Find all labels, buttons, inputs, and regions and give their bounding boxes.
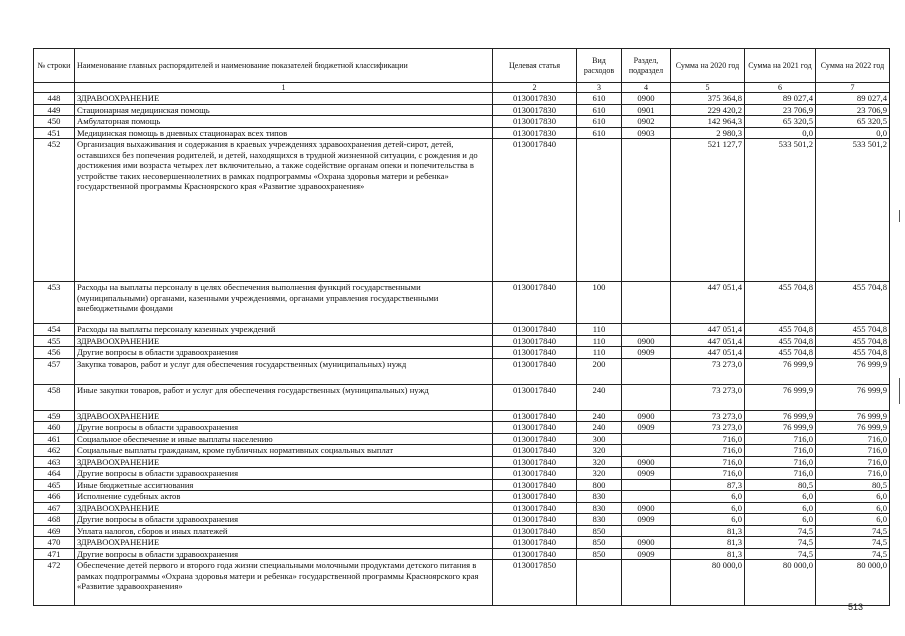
row-number: 469 bbox=[34, 525, 75, 537]
target-article: 0130017840 bbox=[493, 525, 577, 537]
table-row bbox=[34, 93, 890, 105]
sum-2021: 455 704,8 bbox=[745, 324, 816, 336]
row-name: Исполнение судебных актов bbox=[75, 491, 493, 503]
table-row bbox=[34, 445, 890, 457]
row-number: 451 bbox=[34, 127, 75, 139]
expense-kind: 610 bbox=[577, 104, 622, 116]
row-name: Другие вопросы в области здравоохранения bbox=[75, 514, 493, 526]
sum-2021: 23 706,9 bbox=[745, 104, 816, 116]
row-name: Организация выхаживания и содержания в краевых учреждениях здравоохранения детей-сирот, детей, оставшихся без попечения родителей, и детей, находящихся в трудной жизненной ситуации, с рождения и до достижения ими возраста четырех лет включительно, а также содействие органам опеки и попечительства в устройстве таких несовершеннолетних в рамках подпрограммы «Охрана здоровья матери и ребенка» государственной программы Красноярского края «Развитие здравоохранения» bbox=[75, 139, 493, 282]
sum-2021: 80 000,0 bbox=[745, 560, 816, 606]
section-code: 0909 bbox=[622, 468, 671, 480]
row-name: Социальное обеспечение и иные выплаты населению bbox=[75, 433, 493, 445]
row-name: ЗДРАВООХРАНЕНИЕ bbox=[75, 93, 493, 105]
row-number: 467 bbox=[34, 502, 75, 514]
table-row bbox=[34, 324, 890, 336]
sum-2020: 447 051,4 bbox=[671, 324, 745, 336]
sum-2022: 716,0 bbox=[816, 468, 890, 480]
section-code: 0902 bbox=[622, 116, 671, 128]
expense-kind: 110 bbox=[577, 335, 622, 347]
target-article: 0130017830 bbox=[493, 93, 577, 105]
row-name: Обеспечение детей первого и второго года жизни специальными молочными продуктами детского питания в рамках подпрограммы «Охрана здоровья матери и ребенка» государственной программы Красноярского края «Развитие здравоохранения» bbox=[75, 560, 493, 606]
expense-kind: 850 bbox=[577, 548, 622, 560]
sum-2021: 89 027,4 bbox=[745, 93, 816, 105]
sum-2022: 716,0 bbox=[816, 445, 890, 457]
section-code bbox=[622, 445, 671, 457]
target-article: 0130017840 bbox=[493, 479, 577, 491]
sum-2022: 74,5 bbox=[816, 537, 890, 549]
expense-kind: 110 bbox=[577, 324, 622, 336]
row-name: Иные бюджетные ассигнования bbox=[75, 479, 493, 491]
sum-2021: 455 704,8 bbox=[745, 282, 816, 324]
row-name: Уплата налогов, сборов и иных платежей bbox=[75, 525, 493, 537]
section-code: 0909 bbox=[622, 422, 671, 434]
section-code: 0909 bbox=[622, 514, 671, 526]
sum-2020: 716,0 bbox=[671, 433, 745, 445]
expense-kind: 850 bbox=[577, 537, 622, 549]
target-article: 0130017830 bbox=[493, 127, 577, 139]
table-row bbox=[34, 456, 890, 468]
sum-2022: 80 000,0 bbox=[816, 560, 890, 606]
row-name: Медицинская помощь в дневных стационарах всех типов bbox=[75, 127, 493, 139]
expense-kind bbox=[577, 560, 622, 606]
column-number: 5 bbox=[671, 83, 745, 93]
sum-2022: 455 704,8 bbox=[816, 335, 890, 347]
budget-table bbox=[33, 48, 890, 606]
section-code bbox=[622, 491, 671, 503]
sum-2022: 455 704,8 bbox=[816, 282, 890, 324]
table-row bbox=[34, 282, 890, 324]
row-number: 466 bbox=[34, 491, 75, 503]
expense-kind: 100 bbox=[577, 282, 622, 324]
header-row bbox=[34, 49, 890, 83]
sum-2022: 23 706,9 bbox=[816, 104, 890, 116]
table-row bbox=[34, 548, 890, 560]
sum-2022: 455 704,8 bbox=[816, 324, 890, 336]
sum-2022: 65 320,5 bbox=[816, 116, 890, 128]
section-code bbox=[622, 324, 671, 336]
expense-kind: 830 bbox=[577, 502, 622, 514]
section-code: 0909 bbox=[622, 347, 671, 359]
section-code: 0909 bbox=[622, 548, 671, 560]
expense-kind: 610 bbox=[577, 116, 622, 128]
sum-2020: 2 980,3 bbox=[671, 127, 745, 139]
row-number: 464 bbox=[34, 468, 75, 480]
section-code: 0901 bbox=[622, 104, 671, 116]
sum-2021: 716,0 bbox=[745, 433, 816, 445]
target-article: 0130017840 bbox=[493, 433, 577, 445]
column-number: 6 bbox=[745, 83, 816, 93]
section-code bbox=[622, 139, 671, 282]
table-row bbox=[34, 560, 890, 606]
row-name: ЗДРАВООХРАНЕНИЕ bbox=[75, 410, 493, 422]
row-name: ЗДРАВООХРАНЕНИЕ bbox=[75, 335, 493, 347]
section-code bbox=[622, 433, 671, 445]
expense-kind: 320 bbox=[577, 445, 622, 457]
sum-2020: 80 000,0 bbox=[671, 560, 745, 606]
column-number: 4 bbox=[622, 83, 671, 93]
sum-2020: 87,3 bbox=[671, 479, 745, 491]
sum-2020: 716,0 bbox=[671, 445, 745, 457]
sum-2022: 89 027,4 bbox=[816, 93, 890, 105]
row-number: 460 bbox=[34, 422, 75, 434]
expense-kind: 830 bbox=[577, 514, 622, 526]
sum-2022: 76 999,9 bbox=[816, 358, 890, 384]
header-target: Целевая статья bbox=[493, 49, 577, 83]
expense-kind bbox=[577, 139, 622, 282]
row-number: 456 bbox=[34, 347, 75, 359]
expense-kind: 320 bbox=[577, 468, 622, 480]
sum-2021: 76 999,9 bbox=[745, 410, 816, 422]
row-number: 452 bbox=[34, 139, 75, 282]
column-number: 2 bbox=[493, 83, 577, 93]
sum-2020: 142 964,3 bbox=[671, 116, 745, 128]
scan-mark bbox=[899, 378, 900, 404]
sum-2021: 455 704,8 bbox=[745, 335, 816, 347]
sum-2020: 6,0 bbox=[671, 491, 745, 503]
sum-2021: 80,5 bbox=[745, 479, 816, 491]
sum-2021: 455 704,8 bbox=[745, 347, 816, 359]
expense-kind: 240 bbox=[577, 422, 622, 434]
target-article: 0130017840 bbox=[493, 358, 577, 384]
sum-2020: 73 273,0 bbox=[671, 422, 745, 434]
sum-2021: 6,0 bbox=[745, 491, 816, 503]
section-code: 0900 bbox=[622, 410, 671, 422]
table-row bbox=[34, 537, 890, 549]
header-kind: Вид расходов bbox=[577, 49, 622, 83]
sum-2022: 6,0 bbox=[816, 491, 890, 503]
target-article: 0130017840 bbox=[493, 282, 577, 324]
expense-kind: 850 bbox=[577, 525, 622, 537]
row-name: ЗДРАВООХРАНЕНИЕ bbox=[75, 456, 493, 468]
sum-2022: 76 999,9 bbox=[816, 410, 890, 422]
sum-2020: 716,0 bbox=[671, 468, 745, 480]
row-name: Иные закупки товаров, работ и услуг для обеспечения государственных (муниципальных) нужд bbox=[75, 384, 493, 410]
row-name: Расходы на выплаты персоналу в целях обеспечения выполнения функций государственными (муниципальными) органами, казенными учреждениями, органами управления государственными внебюджетными фондами bbox=[75, 282, 493, 324]
sum-2021: 74,5 bbox=[745, 548, 816, 560]
table-row bbox=[34, 468, 890, 480]
table-row bbox=[34, 139, 890, 282]
table-row bbox=[34, 422, 890, 434]
section-code: 0900 bbox=[622, 456, 671, 468]
target-article: 0130017840 bbox=[493, 347, 577, 359]
sum-2021: 716,0 bbox=[745, 456, 816, 468]
row-name: Стационарная медицинская помощь bbox=[75, 104, 493, 116]
table-row bbox=[34, 491, 890, 503]
target-article: 0130017840 bbox=[493, 514, 577, 526]
target-article: 0130017840 bbox=[493, 456, 577, 468]
row-name: Закупка товаров, работ и услуг для обеспечения государственных (муниципальных) нужд bbox=[75, 358, 493, 384]
section-code: 0903 bbox=[622, 127, 671, 139]
expense-kind: 610 bbox=[577, 93, 622, 105]
section-code bbox=[622, 525, 671, 537]
sum-2020: 716,0 bbox=[671, 456, 745, 468]
scan-mark bbox=[899, 210, 900, 222]
section-code bbox=[622, 479, 671, 491]
row-name: ЗДРАВООХРАНЕНИЕ bbox=[75, 537, 493, 549]
row-number: 450 bbox=[34, 116, 75, 128]
header-sum-2021: Сумма на 2021 год bbox=[745, 49, 816, 83]
sum-2020: 73 273,0 bbox=[671, 410, 745, 422]
row-number: 470 bbox=[34, 537, 75, 549]
section-code: 0900 bbox=[622, 335, 671, 347]
section-code: 0900 bbox=[622, 93, 671, 105]
row-name: Расходы на выплаты персоналу казенных учреждений bbox=[75, 324, 493, 336]
sum-2020: 6,0 bbox=[671, 502, 745, 514]
sum-2020: 81,3 bbox=[671, 537, 745, 549]
expense-kind: 320 bbox=[577, 456, 622, 468]
table-row bbox=[34, 479, 890, 491]
table-row bbox=[34, 433, 890, 445]
table-row bbox=[34, 410, 890, 422]
header-row-no: № строки bbox=[34, 49, 75, 83]
sum-2021: 76 999,9 bbox=[745, 384, 816, 410]
row-name: Социальные выплаты гражданам, кроме публичных нормативных социальных выплат bbox=[75, 445, 493, 457]
target-article: 0130017840 bbox=[493, 422, 577, 434]
sum-2020: 81,3 bbox=[671, 548, 745, 560]
sum-2021: 74,5 bbox=[745, 537, 816, 549]
row-name: Другие вопросы в области здравоохранения bbox=[75, 548, 493, 560]
sum-2020: 229 420,2 bbox=[671, 104, 745, 116]
target-article: 0130017840 bbox=[493, 139, 577, 282]
expense-kind: 240 bbox=[577, 410, 622, 422]
expense-kind: 300 bbox=[577, 433, 622, 445]
row-number: 472 bbox=[34, 560, 75, 606]
table-row bbox=[34, 104, 890, 116]
row-name: Другие вопросы в области здравоохранения bbox=[75, 422, 493, 434]
section-code bbox=[622, 282, 671, 324]
table-row bbox=[34, 502, 890, 514]
sum-2021: 6,0 bbox=[745, 514, 816, 526]
sum-2020: 447 051,4 bbox=[671, 347, 745, 359]
row-name: Другие вопросы в области здравоохранения bbox=[75, 468, 493, 480]
row-number: 461 bbox=[34, 433, 75, 445]
section-code bbox=[622, 384, 671, 410]
sum-2022: 455 704,8 bbox=[816, 347, 890, 359]
header-name: Наименование главных распорядителей и наименование показателей бюджетной классификации bbox=[75, 49, 493, 83]
sum-2021: 533 501,2 bbox=[745, 139, 816, 282]
sum-2020: 73 273,0 bbox=[671, 384, 745, 410]
sum-2022: 6,0 bbox=[816, 514, 890, 526]
sum-2021: 0,0 bbox=[745, 127, 816, 139]
target-article: 0130017840 bbox=[493, 410, 577, 422]
section-code bbox=[622, 358, 671, 384]
target-article: 0130017840 bbox=[493, 384, 577, 410]
column-number: 3 bbox=[577, 83, 622, 93]
section-code: 0900 bbox=[622, 537, 671, 549]
header-sum-2020: Сумма на 2020 год bbox=[671, 49, 745, 83]
sum-2022: 533 501,2 bbox=[816, 139, 890, 282]
row-number: 458 bbox=[34, 384, 75, 410]
column-number bbox=[34, 83, 75, 93]
sum-2020: 81,3 bbox=[671, 525, 745, 537]
target-article: 0130017840 bbox=[493, 468, 577, 480]
row-number: 455 bbox=[34, 335, 75, 347]
section-code: 0900 bbox=[622, 502, 671, 514]
table-row bbox=[34, 525, 890, 537]
row-number: 448 bbox=[34, 93, 75, 105]
row-number: 449 bbox=[34, 104, 75, 116]
table-body bbox=[34, 93, 890, 606]
header-sum-2022: Сумма на 2022 год bbox=[816, 49, 890, 83]
expense-kind: 800 bbox=[577, 479, 622, 491]
sum-2021: 74,5 bbox=[745, 525, 816, 537]
sum-2022: 76 999,9 bbox=[816, 422, 890, 434]
sum-2021: 716,0 bbox=[745, 445, 816, 457]
target-article: 0130017840 bbox=[493, 445, 577, 457]
target-article: 0130017830 bbox=[493, 116, 577, 128]
sum-2020: 447 051,4 bbox=[671, 335, 745, 347]
target-article: 0130017850 bbox=[493, 560, 577, 606]
row-name: Амбулаторная помощь bbox=[75, 116, 493, 128]
row-number: 459 bbox=[34, 410, 75, 422]
sum-2022: 80,5 bbox=[816, 479, 890, 491]
target-article: 0130017840 bbox=[493, 335, 577, 347]
row-number: 457 bbox=[34, 358, 75, 384]
target-article: 0130017840 bbox=[493, 502, 577, 514]
sum-2021: 76 999,9 bbox=[745, 358, 816, 384]
table-row bbox=[34, 514, 890, 526]
table-row bbox=[34, 116, 890, 128]
table-row bbox=[34, 384, 890, 410]
sum-2021: 6,0 bbox=[745, 502, 816, 514]
column-number: 7 bbox=[816, 83, 890, 93]
table-row bbox=[34, 347, 890, 359]
row-name: ЗДРАВООХРАНЕНИЕ bbox=[75, 502, 493, 514]
row-number: 465 bbox=[34, 479, 75, 491]
row-number: 454 bbox=[34, 324, 75, 336]
sum-2020: 521 127,7 bbox=[671, 139, 745, 282]
sum-2021: 76 999,9 bbox=[745, 422, 816, 434]
expense-kind: 110 bbox=[577, 347, 622, 359]
column-number: 1 bbox=[75, 83, 493, 93]
target-article: 0130017840 bbox=[493, 548, 577, 560]
expense-kind: 830 bbox=[577, 491, 622, 503]
row-number: 463 bbox=[34, 456, 75, 468]
column-number-row bbox=[34, 83, 890, 93]
sum-2020: 73 273,0 bbox=[671, 358, 745, 384]
table-row bbox=[34, 358, 890, 384]
sum-2020: 375 364,8 bbox=[671, 93, 745, 105]
sum-2022: 716,0 bbox=[816, 433, 890, 445]
sum-2020: 6,0 bbox=[671, 514, 745, 526]
row-number: 468 bbox=[34, 514, 75, 526]
target-article: 0130017840 bbox=[493, 537, 577, 549]
section-code bbox=[622, 560, 671, 606]
row-number: 462 bbox=[34, 445, 75, 457]
sum-2021: 716,0 bbox=[745, 468, 816, 480]
target-article: 0130017840 bbox=[493, 491, 577, 503]
table-row bbox=[34, 335, 890, 347]
sum-2022: 6,0 bbox=[816, 502, 890, 514]
sum-2022: 716,0 bbox=[816, 456, 890, 468]
row-name: Другие вопросы в области здравоохранения bbox=[75, 347, 493, 359]
page-number: 513 bbox=[847, 602, 863, 612]
target-article: 0130017840 bbox=[493, 324, 577, 336]
row-number: 471 bbox=[34, 548, 75, 560]
expense-kind: 240 bbox=[577, 384, 622, 410]
sum-2020: 447 051,4 bbox=[671, 282, 745, 324]
table-row bbox=[34, 127, 890, 139]
row-number: 453 bbox=[34, 282, 75, 324]
sum-2022: 74,5 bbox=[816, 525, 890, 537]
sum-2022: 0,0 bbox=[816, 127, 890, 139]
target-article: 0130017830 bbox=[493, 104, 577, 116]
expense-kind: 200 bbox=[577, 358, 622, 384]
sum-2021: 65 320,5 bbox=[745, 116, 816, 128]
header-section: Раздел, подраздел bbox=[622, 49, 671, 83]
sum-2022: 74,5 bbox=[816, 548, 890, 560]
sum-2022: 76 999,9 bbox=[816, 384, 890, 410]
expense-kind: 610 bbox=[577, 127, 622, 139]
